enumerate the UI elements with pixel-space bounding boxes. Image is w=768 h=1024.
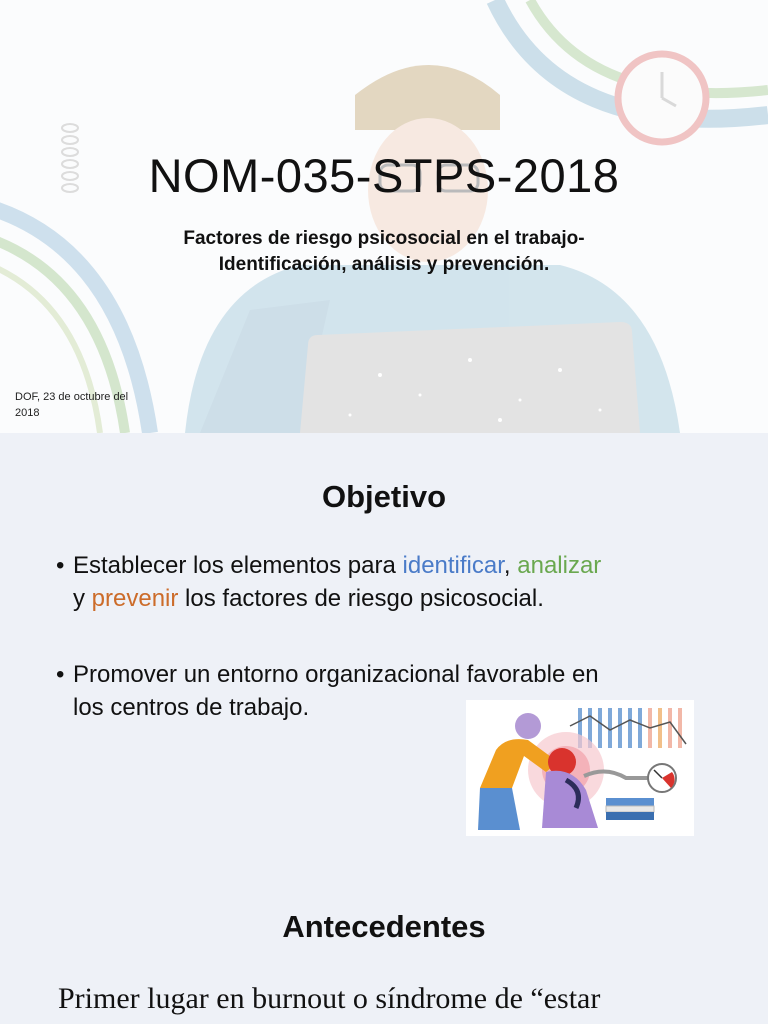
- subtitle-line-1: Factores de riesgo psicosocial en el trabajo-: [183, 228, 585, 249]
- bullet1-text-part2: y: [73, 585, 92, 612]
- bullet1-separator: ,: [503, 552, 518, 579]
- subtitle: [0, 226, 768, 278]
- title-slide: [0, 0, 768, 433]
- bullet-item-1: [56, 549, 736, 615]
- word-prevenir: prevenir: [91, 585, 179, 612]
- objective-slide: [0, 433, 768, 865]
- bullet1-text-part1: Establecer los elementos para: [73, 552, 403, 579]
- date-line-2: 2018: [15, 407, 40, 419]
- word-analizar: analizar: [517, 552, 602, 579]
- stress-illustration: [466, 700, 694, 836]
- objective-heading: Objetivo: [321, 479, 446, 514]
- word-identificar: identificar: [402, 552, 504, 579]
- antecedentes-heading: Antecedentes: [282, 909, 486, 944]
- bullet2-line-1: Promover un entorno organizacional favorable en: [73, 661, 599, 688]
- page-title: NOM-035-STPS-2018: [148, 149, 620, 202]
- background-slide: [0, 865, 768, 1024]
- laptop-graphic: [300, 322, 640, 433]
- antecedentes-body-text: Primer lugar en burnout o síndrome de “estar: [58, 982, 601, 1015]
- bullet-dot: •: [56, 661, 65, 688]
- bullet1-text-part3: los factores de riesgo psicosocial.: [178, 585, 544, 612]
- gauge-icon: [648, 764, 676, 792]
- bullet-dot: •: [56, 552, 65, 579]
- background-illustration: [0, 0, 768, 433]
- date-line-1: DOF, 23 de octubre del: [15, 391, 129, 403]
- subtitle-line-2: Identificación, análisis y prevención.: [218, 254, 550, 275]
- bullet2-line-2: los centros de trabajo.: [73, 694, 310, 721]
- clock-icon: [618, 54, 706, 142]
- publication-date: [15, 389, 165, 421]
